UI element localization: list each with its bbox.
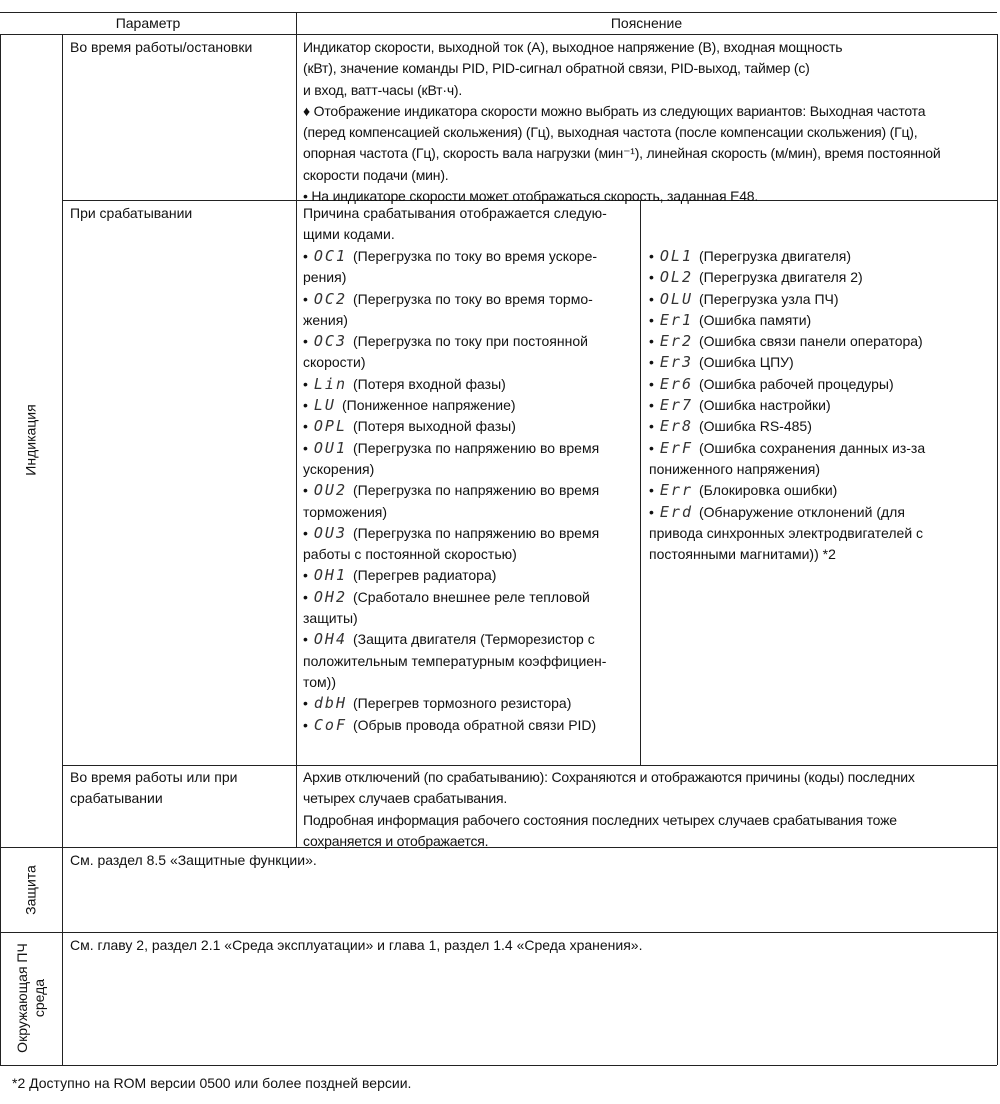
bullet-icon: • [303, 439, 308, 456]
trip-code-item [649, 438, 994, 481]
section-protection: Защита [22, 865, 39, 915]
bullet-icon: • [649, 290, 654, 307]
trip-code: CoF [313, 715, 347, 734]
trip-code-description: (Ошибка RS-485) [699, 418, 812, 435]
bullet-icon: • [649, 248, 654, 264]
trip-code: LU [313, 396, 336, 415]
trip-code-description: (Перегрузка по току при постоянной скорости) [303, 333, 588, 371]
trip-code-description: (Ошибка связи панели оператора) [699, 333, 923, 350]
environment-text: См. главу 2, раздел 2.1 «Среда эксплуатации» и глава 1, раздел 1.4 «Среда хранения». [70, 937, 643, 953]
trip-code-item [649, 352, 994, 373]
trip-code-description: (Перегрузка по напряжению во время работы с постоянной скоростью) [303, 524, 600, 563]
bullet-icon: • [649, 354, 654, 371]
trip-code: OH2 [313, 587, 347, 606]
trip-code: Er2 [659, 332, 693, 351]
bullet-icon: • [303, 524, 308, 541]
codes-column-divider [640, 200, 641, 765]
section-column-border [62, 34, 63, 1065]
table-right-border [997, 34, 998, 1065]
bullet-icon: • [649, 418, 654, 435]
trip-code-item [649, 502, 994, 566]
trip-code-item [303, 331, 638, 374]
trip-code-description: (Защита двигателя (Терморезистор с положительным температурным коэффициен- том)) [303, 631, 607, 690]
trip-code: Er7 [659, 396, 693, 415]
trip-code-description: (Ошибка рабочей процедуры) [699, 375, 894, 392]
trip-code-item [649, 480, 994, 501]
trip-code-description: (Ошибка ЦПУ) [699, 354, 794, 371]
trip-code-description: (Перегрев тормозного резистора) [353, 695, 572, 712]
trip-code: OU3 [313, 523, 347, 542]
trip-code-item [303, 438, 638, 481]
header-explanation: Пояснение [610, 15, 683, 31]
bullet-icon: • [649, 333, 654, 350]
header-bottom-border [0, 34, 997, 35]
trip-code-item [649, 289, 994, 310]
trip-code-description: (Обнаружение отклонений (для привода синхронных электродвигателей с постоянными магнитами)) *2 [649, 503, 924, 563]
trip-code: Erd [659, 502, 693, 521]
trip-code: OU2 [313, 481, 347, 500]
trip-code: Err [659, 481, 693, 500]
section-indication: Индикация [22, 404, 39, 476]
footnote: *2 Доступно на ROM версии 0500 или более поздней версии. [12, 1075, 412, 1091]
param-column-border [296, 34, 297, 847]
trip-code-item [303, 395, 638, 416]
bullet-icon: • [649, 397, 654, 414]
trip-code: OLU [659, 289, 693, 308]
bullet-icon: • [303, 588, 308, 605]
trip-code: Er1 [659, 310, 693, 329]
trip-code-item [649, 331, 994, 352]
table-left-border [0, 34, 1, 1065]
bullet-icon: • [303, 418, 308, 435]
bullet-icon: • [649, 375, 654, 392]
trip-code-item [303, 565, 638, 586]
trip-code-item [303, 693, 638, 714]
bullet-icon: • [649, 503, 654, 520]
protection-text: См. раздел 8.5 «Защитные функции». [70, 852, 317, 868]
bullet-icon: • [303, 567, 308, 584]
trip-code: Lin [313, 374, 347, 393]
row-run-or-trip-label: Во время работы или при срабатывании [70, 769, 238, 807]
row-run-or-trip-text: Архив отключений (по срабатыванию): Сохраняются и отображаются причины (коды) последних четырех случаев срабатывания. Подробная информация рабочего состояния последних четырех случаев срабатывания тоже сохраняется и отображается. [303, 769, 915, 849]
trip-codes-left-list [303, 246, 638, 736]
trip-code-description: (Сработало внешнее реле тепловой защиты) [303, 588, 590, 627]
bullet-icon: • [303, 397, 308, 414]
bullet-icon: • [303, 333, 308, 350]
row-run-stop-text: Индикатор скорости, выходной ток (А), выходное напряжение (В), входная мощность (кВт), значение команды PID, PID-сигнал обратной связи, PID-выход, таймер (с) и вход, ватт-часы (кВт·ч). ♦ Отображение индикатора скорости можно выбрать из следующих вариантов: Выходная частота (перед компенсацией скольжения) (Гц), выходная частота (после компенсации скольжения) (Гц), опорная частота (Гц), скорость вала нагрузки (мин⁻¹), линейная скорость (м/мин), время постоянной скорости подачи (мин). • На индикаторе скорости может отображаться скорость, заданная E48. [303, 39, 941, 205]
trip-code-item [303, 587, 638, 630]
bullet-icon: • [649, 439, 654, 456]
bullet-icon: • [303, 631, 308, 648]
trip-code: OH4 [313, 630, 347, 649]
trip-code: OL2 [659, 268, 693, 287]
trip-code-item [303, 715, 638, 736]
trip-code-description: (Потеря выходной фазы) [353, 418, 516, 435]
trip-code-description: (Ошибка сохранения данных из-за пониженного напряжения) [649, 439, 926, 477]
bullet-icon: • [649, 311, 654, 328]
trip-code-description: (Перегрузка по току во время ускоре- рения) [303, 248, 598, 286]
trip-code-description: (Перегрузка двигателя 2) [699, 269, 863, 286]
bullet-icon: • [303, 375, 308, 392]
trip-code: ErF [659, 438, 693, 457]
bullet-icon: • [303, 716, 308, 733]
trip-code: OL1 [659, 247, 693, 265]
trip-code-item [649, 395, 994, 416]
trip-code-description: (Перегрев радиатора) [353, 567, 497, 584]
trip-code: Er3 [659, 353, 693, 372]
trip-code: OH1 [313, 566, 347, 585]
trip-code-item [303, 416, 638, 437]
trip-code: Er8 [659, 417, 693, 436]
trip-code: OU1 [313, 438, 347, 457]
trip-code-description: (Блокировка ошибки) [699, 482, 838, 499]
trip-code-item [649, 416, 994, 437]
bullet-icon: • [649, 482, 654, 499]
trip-code-item [649, 246, 994, 267]
bullet-icon: • [303, 290, 308, 307]
trip-code: Er6 [659, 374, 693, 393]
trip-code-description: (Перегрузка по напряжению во время ускорения) [303, 439, 600, 477]
bullet-icon: • [303, 482, 308, 499]
row-divider-2 [62, 765, 997, 766]
trip-code-item [649, 310, 994, 331]
trip-code-description: (Ошибка памяти) [699, 311, 812, 328]
trip-code-description: (Перегрузка по напряжению во время торможения) [303, 482, 600, 520]
section-environment: Окружающая ПЧ среда [14, 943, 47, 1053]
trip-code-item [303, 246, 638, 289]
trip-code-description: (Обрыв провода обратной связи PID) [353, 716, 597, 733]
trip-code-description: (Перегрузка узла ПЧ) [699, 290, 839, 307]
trip-code-description: (Потеря входной фазы) [353, 375, 506, 392]
trip-code: OPL [313, 417, 347, 436]
section-divider-2 [0, 932, 997, 933]
bullet-icon: • [303, 695, 308, 712]
row-trip-label: При срабатывании [70, 205, 193, 221]
trip-code-item [649, 374, 994, 395]
trip-code-description: (Ошибка настройки) [699, 397, 831, 414]
trip-code: dbH [313, 694, 347, 713]
trip-codes-right-list [649, 246, 994, 565]
row-run-stop-label: Во время работы/остановки [70, 39, 253, 55]
trip-code-item [303, 374, 638, 395]
trip-code-description: (Пониженное напряжение) [341, 397, 516, 414]
trip-code: OC1 [313, 247, 347, 265]
trip-code-description: (Перегрузка по току во время тормо- жения) [303, 290, 593, 328]
table-bottom-border [0, 1065, 997, 1066]
trip-code-item [303, 523, 638, 566]
trip-code-item [303, 480, 638, 523]
trip-code-description: (Перегрузка двигателя) [699, 248, 852, 264]
trip-code-item [649, 267, 994, 288]
trip-code-item [303, 289, 638, 332]
trip-code: OC2 [313, 289, 347, 308]
header-param: Параметр [115, 15, 181, 31]
row-trip-intro: Причина срабатывания отображается следую- щими кодами. [303, 205, 607, 243]
trip-code-item [303, 629, 638, 693]
bullet-icon: • [303, 248, 308, 264]
trip-code: OC3 [313, 332, 347, 351]
bullet-icon: • [649, 269, 654, 286]
